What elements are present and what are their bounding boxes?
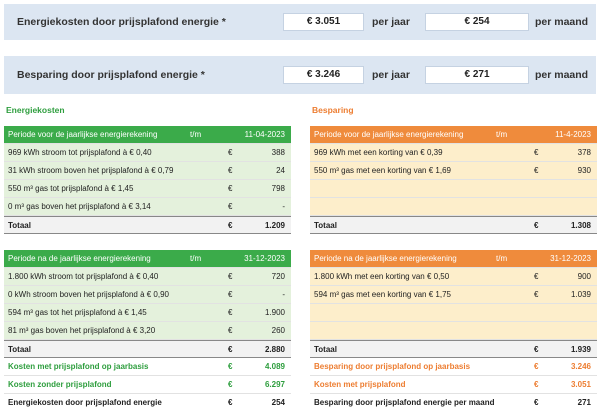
table-row: 550 m³ gas met een korting van € 1,69 € 930 (310, 162, 597, 180)
period-end-date: 31-12-2023 (244, 254, 285, 263)
table-total-row: Totaal € 1.939 (310, 340, 597, 358)
table-row: 969 kWh met een korting van € 0,39 € 378 (310, 144, 597, 162)
energy-costs-table-after (4, 250, 291, 408)
table-row: 1.800 kWh met een korting van € 0,50 € 900 (310, 268, 597, 286)
table-row (310, 322, 597, 340)
summary-row-costs-with-cap: Kosten met prijsplafond € 3.051 (310, 376, 597, 394)
table-row: 969 kWh stroom tot prijsplafond à € 0,40 € 388 (4, 144, 291, 162)
summary-row-costs-with-cap: Kosten met prijsplafond op jaarbasis € 4.089 (4, 358, 291, 376)
period-end-date: 31-12-2023 (550, 254, 591, 263)
savings-year-field: € 3.246 (283, 66, 364, 84)
energy-costs-month-field: € 254 (425, 13, 529, 31)
energy-costs-table-before (4, 126, 291, 234)
savings-table-before (310, 126, 597, 234)
table-row: 1.800 kWh stroom tot prijsplafond à € 0,40 € 720 (4, 268, 291, 286)
savings-table-after (310, 250, 597, 408)
energy-costs-section-title: Energiekosten (6, 105, 65, 115)
energy-costs-banner (4, 4, 596, 40)
energy-costs-year-field: € 3.051 (283, 13, 364, 31)
table-row: 0 kWh stroom boven het prijsplafond à € 0,90 € - (4, 286, 291, 304)
table-total-row: Totaal € 2.880 (4, 340, 291, 358)
per-month-label: per maand (535, 16, 589, 28)
period-end-date: 11-04-2023 (244, 130, 285, 139)
table-header: Periode na de jaarlijkse energierekening t/m 31-12-2023 (310, 250, 597, 268)
table-header: Periode voor de jaarlijkse energierekening t/m 11-4-2023 (310, 126, 597, 144)
summary-row-monthly-costs: Energiekosten door prijsplafond energie € 254 (4, 394, 291, 408)
table-row (310, 304, 597, 322)
table-row: 550 m³ gas tot prijsplafond à € 1,45 € 798 (4, 180, 291, 198)
summary-row-savings-per-year: Besparing door prijsplafond op jaarbasis € 3.246 (310, 358, 597, 376)
table-total-row: Totaal € 1.209 (4, 216, 291, 234)
table-header: Periode na de jaarlijkse energierekening t/m 31-12-2023 (4, 250, 291, 268)
summary-row-costs-without-cap: Kosten zonder prijsplafond € 6.297 (4, 376, 291, 394)
savings-month-field: € 271 (425, 66, 529, 84)
per-month-label: per maand (535, 69, 589, 81)
table-header: Periode voor de jaarlijkse energierekening t/m 11-04-2023 (4, 126, 291, 144)
per-year-label: per jaar (372, 69, 410, 81)
summary-row-monthly-savings: Besparing door prijsplafond energie per maand € 271 (310, 394, 597, 408)
table-row (310, 198, 597, 216)
savings-banner (4, 56, 596, 94)
energy-costs-banner-label: Energiekosten door prijsplafond energie * (17, 16, 226, 28)
savings-banner-label: Besparing door prijsplafond energie * (17, 69, 205, 81)
table-total-row: Totaal € 1.308 (310, 216, 597, 234)
table-row: 594 m³ gas met een korting van € 1,75 € 1.039 (310, 286, 597, 304)
table-row: 594 m³ gas tot het prijsplafond à € 1,45 € 1.900 (4, 304, 291, 322)
table-row: 31 kWh stroom boven het prijsplafond à € 0,79 € 24 (4, 162, 291, 180)
period-end-date: 11-4-2023 (555, 130, 591, 139)
table-row: 81 m³ gas boven het prijsplafond à € 3,20 € 260 (4, 322, 291, 340)
table-row (310, 180, 597, 198)
table-row: 0 m³ gas boven het prijsplafond à € 3,14 € - (4, 198, 291, 216)
per-year-label: per jaar (372, 16, 410, 28)
savings-section-title: Besparing (312, 105, 354, 115)
